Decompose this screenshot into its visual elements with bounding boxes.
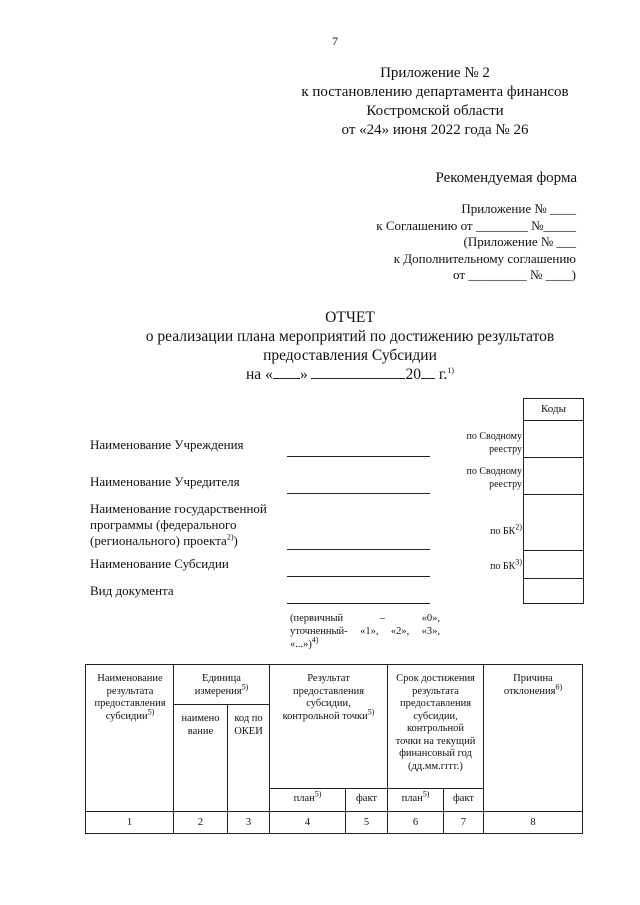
th-reason-line-2 bbox=[484, 682, 582, 699]
doc-note-line-3 bbox=[290, 635, 440, 651]
code-label-institution: по Сводному реестру bbox=[466, 431, 522, 455]
th-deadline-fact: факт bbox=[452, 793, 474, 804]
th-deadline-line-4: субсидии, bbox=[413, 710, 458, 722]
table-numbers-divider bbox=[85, 811, 583, 812]
th-result-name bbox=[87, 673, 173, 723]
th-deadline-line-2: результата bbox=[412, 685, 459, 697]
th-result-name-footnote: 5) bbox=[147, 707, 155, 716]
th-result-name-line-4-text: субсидии bbox=[105, 710, 148, 722]
code-label-subsidy-text: по БК bbox=[490, 561, 516, 572]
codes-column bbox=[523, 398, 584, 603]
th-reason-line-2-text: отклонения bbox=[503, 685, 556, 697]
th-deadline-plan bbox=[388, 789, 443, 806]
field-label-founder: Наименование Учредителя bbox=[90, 474, 240, 489]
doc-note-part-6: «2», bbox=[390, 626, 410, 637]
code-box-program[interactable] bbox=[523, 494, 584, 551]
th-unit-okei-line-1: код по bbox=[234, 713, 263, 724]
th-result-name-line-3: предоставления bbox=[94, 698, 166, 709]
th-unit-okei-line-2: ОКЕИ bbox=[234, 725, 263, 737]
th-reason-footnote: 6) bbox=[555, 682, 563, 691]
report-day-blank bbox=[273, 365, 300, 379]
th-result-value-line-4 bbox=[270, 707, 387, 724]
th-unit-name bbox=[174, 713, 227, 738]
field-line-program[interactable] bbox=[287, 549, 430, 550]
code-label-program-footnote: 2) bbox=[515, 522, 522, 532]
doc-note-part-5: «1», bbox=[360, 626, 379, 637]
code-label-subsidy bbox=[442, 557, 522, 573]
report-date-year: 20 bbox=[405, 366, 421, 383]
appendix-line-3: Костромской области bbox=[366, 103, 504, 119]
doc-note-line-1 bbox=[290, 612, 440, 625]
code-label-subsidy-footnote: 3) bbox=[515, 557, 522, 567]
th-unit-name-line-1: наимено bbox=[181, 713, 220, 724]
doc-note-part-3: «0», bbox=[421, 613, 440, 624]
doc-note-part-2: – bbox=[379, 613, 386, 624]
th-result-name-line-4 bbox=[87, 707, 173, 724]
th-result-value-line-2: предоставления bbox=[292, 685, 365, 697]
field-line-institution[interactable] bbox=[287, 456, 430, 457]
th-result-plan-text: план bbox=[293, 793, 315, 804]
field-label-doc-type: Вид документа bbox=[90, 583, 174, 598]
field-label-program-line-3 bbox=[90, 533, 267, 549]
doc-note-part-4: уточненный- bbox=[290, 626, 348, 637]
report-subtitle-2: предоставления Субсидии bbox=[263, 347, 437, 364]
field-label-program-footnote: 2) bbox=[226, 532, 234, 542]
doc-note-part-7: «3», bbox=[421, 626, 440, 637]
th-unit-line-2 bbox=[174, 682, 269, 699]
th-result-name-line-2: результата bbox=[106, 685, 154, 697]
th-result-value bbox=[270, 673, 387, 723]
codes-header: Коды bbox=[523, 398, 584, 421]
th-unit-line-1: Единица bbox=[202, 673, 241, 684]
table-plan-divider bbox=[269, 788, 483, 789]
agreement-block bbox=[376, 201, 576, 284]
field-label-program-line-1: Наименование государственной bbox=[90, 501, 267, 516]
th-deadline-plan-footnote: 5) bbox=[422, 789, 430, 799]
page-number: 7 bbox=[332, 34, 338, 48]
agreement-line-2: к Соглашению от ________ №_____ bbox=[376, 217, 576, 233]
report-subtitle-1: о реализации плана мероприятий по достижению результатов bbox=[145, 328, 555, 345]
agreement-line-3: (Приложение № ___ bbox=[463, 234, 576, 249]
col-number-4: 4 bbox=[304, 817, 311, 828]
document-type-note bbox=[290, 612, 440, 651]
agreement-line-5: от _________ № ____) bbox=[453, 267, 576, 282]
code-label-founder: по Сводному реестру bbox=[466, 466, 522, 490]
recommended-form-label: Рекомендуемая форма bbox=[435, 170, 577, 186]
th-deadline bbox=[388, 673, 483, 773]
th-result-value-footnote: 5) bbox=[367, 707, 375, 716]
th-unit-okei bbox=[228, 713, 269, 738]
th-result-name-line-1: Наименование bbox=[97, 673, 163, 684]
report-date-suffix: г. bbox=[434, 366, 448, 383]
th-unit-line-2-text: измерения bbox=[194, 685, 242, 697]
field-label-institution: Наименование Учреждения bbox=[90, 437, 244, 452]
doc-note-part-1: (первичный bbox=[290, 613, 344, 624]
th-unit-footnote: 5) bbox=[241, 682, 249, 691]
table-border-right bbox=[582, 664, 583, 834]
table-border-top bbox=[85, 664, 583, 665]
th-result-value-line-1: Результат bbox=[307, 673, 350, 684]
field-label-program-tail: ) bbox=[233, 533, 238, 548]
th-unit bbox=[174, 673, 269, 698]
report-date-footnote: 1) bbox=[447, 365, 454, 375]
report-heading: ОТЧЕТ bbox=[325, 309, 375, 326]
th-deadline-line-7: финансовый год bbox=[399, 748, 472, 759]
doc-note-footnote: 4) bbox=[311, 635, 319, 645]
appendix-line-1: Приложение № 2 bbox=[380, 65, 490, 81]
report-month-blank bbox=[311, 365, 405, 379]
th-unit-name-line-2: вание bbox=[187, 725, 214, 737]
th-result-fact: факт bbox=[355, 793, 377, 804]
field-line-subsidy[interactable] bbox=[287, 576, 430, 577]
code-box-doc-type[interactable] bbox=[523, 578, 584, 604]
code-box-founder[interactable] bbox=[523, 457, 584, 495]
code-label-program bbox=[442, 522, 522, 538]
th-deadline-line-6: точки на текущий bbox=[395, 735, 476, 747]
report-date-mid: » bbox=[299, 366, 308, 383]
th-reason bbox=[484, 673, 582, 698]
th-reason-line-1: Причина bbox=[513, 673, 553, 684]
field-label-program-line-3-text: (регионального) проекта bbox=[90, 533, 227, 548]
col-number-3: 3 bbox=[245, 817, 252, 828]
table-border-bottom bbox=[85, 833, 583, 834]
field-line-founder[interactable] bbox=[287, 493, 430, 494]
th-deadline-line-3: предоставления bbox=[399, 698, 472, 709]
col-number-1: 1 bbox=[126, 817, 133, 828]
th-result-value-line-3: субсидии, bbox=[306, 698, 351, 709]
th-deadline-line-5: контрольной bbox=[406, 723, 465, 734]
report-year-blank bbox=[421, 365, 435, 379]
report-date-prefix: на « bbox=[246, 366, 273, 383]
report-title bbox=[0, 308, 640, 384]
th-result-value-line-4-text: контрольной точки bbox=[282, 710, 368, 722]
col-number-6: 6 bbox=[412, 817, 419, 828]
report-date-line bbox=[0, 365, 640, 384]
appendix-header bbox=[270, 64, 600, 140]
doc-note-part-8: «...») bbox=[290, 639, 312, 650]
agreement-line-1: Приложение № ____ bbox=[461, 201, 576, 216]
th-result-plan-footnote: 5) bbox=[314, 789, 322, 799]
agreement-line-4: к Дополнительному соглашению bbox=[393, 250, 576, 266]
th-deadline-plan-text: план bbox=[401, 793, 423, 804]
table-border-left bbox=[85, 664, 86, 834]
code-box-institution[interactable] bbox=[523, 420, 584, 458]
field-label-program bbox=[90, 501, 267, 549]
col-number-2: 2 bbox=[197, 817, 204, 828]
th-deadline-line-8: (дд.мм.гггг.) bbox=[408, 760, 463, 772]
field-label-subsidy: Наименование Субсидии bbox=[90, 556, 229, 571]
th-result-plan bbox=[270, 789, 345, 806]
code-box-subsidy[interactable] bbox=[523, 550, 584, 579]
appendix-line-2: к постановлению департамента финансов bbox=[301, 84, 569, 100]
th-deadline-line-1: Срок достижения bbox=[396, 673, 475, 684]
table-unit-divider bbox=[173, 704, 269, 705]
col-number-8: 8 bbox=[530, 817, 536, 828]
results-table bbox=[85, 664, 583, 834]
field-line-doc-type[interactable] bbox=[287, 603, 430, 604]
col-number-7: 7 bbox=[460, 817, 467, 828]
field-label-program-line-2: программы (федерального bbox=[90, 517, 237, 532]
appendix-line-4: от «24» июня 2022 года № 26 bbox=[341, 122, 529, 138]
code-label-program-text: по БК bbox=[490, 526, 516, 537]
col-number-5: 5 bbox=[363, 817, 370, 828]
